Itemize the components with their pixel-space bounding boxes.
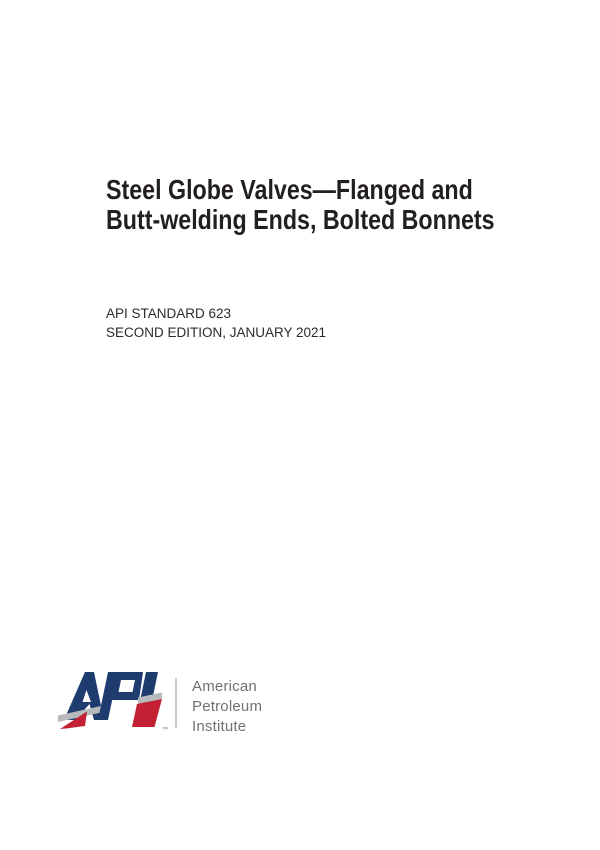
document-title-line2: Butt-welding Ends, Bolted Bonnets xyxy=(106,204,495,235)
logo-divider-line xyxy=(175,678,177,728)
document-title xyxy=(106,175,495,235)
organization-name-line1: American xyxy=(192,678,257,695)
organization-name xyxy=(192,677,262,737)
standard-edition-info xyxy=(106,304,326,342)
edition-date: SECOND EDITION, JANUARY 2021 xyxy=(106,325,327,340)
standard-number: API STANDARD 623 xyxy=(106,306,232,321)
trademark-symbol: ™ xyxy=(162,727,168,733)
organization-name-line2: Petroleum xyxy=(192,698,263,715)
document-title-line1: Steel Globe Valves—Flanged and xyxy=(106,174,473,205)
api-monogram-icon xyxy=(58,664,173,739)
organization-name-line3: Institute xyxy=(192,718,247,735)
